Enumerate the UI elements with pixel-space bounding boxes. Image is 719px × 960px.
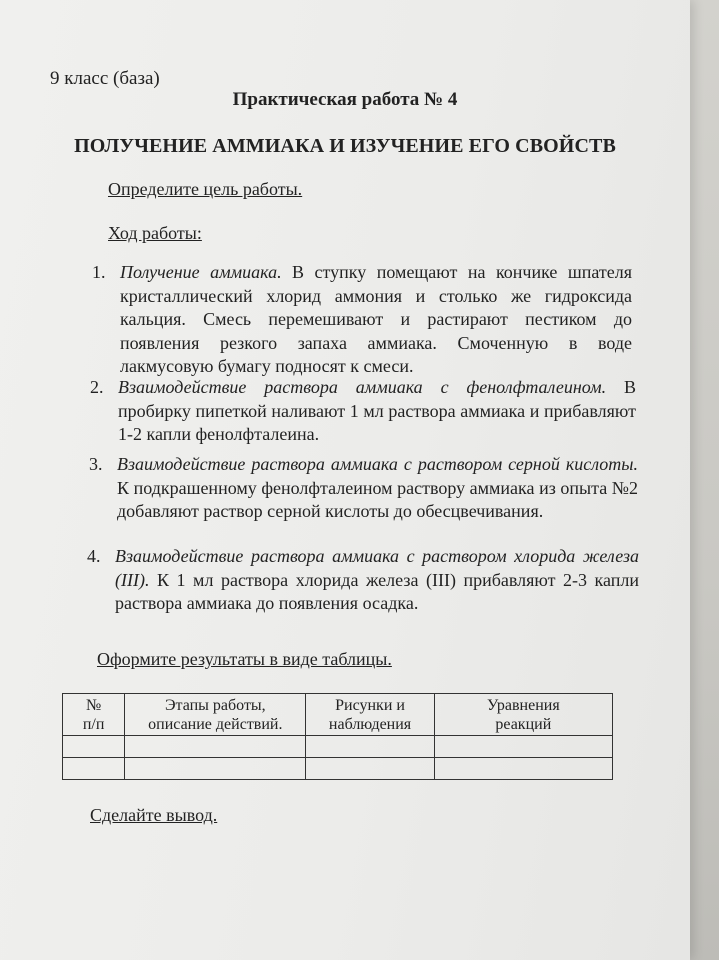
table-cell [306,736,434,758]
header-line: описание действий. [148,715,283,733]
header-number [63,694,125,736]
table-cell [63,758,125,780]
table-cell [63,736,125,758]
step-text: В пробирку пипеткой наливают 1 мл раствора аммиака и прибавляют 1-2 капли фенолфталеина. [118,377,636,444]
step-number: 3. [89,454,103,474]
header-line: Рисунки и [335,696,405,714]
header-line: п/п [82,715,105,733]
header-drawings [306,694,434,736]
header-equations [434,694,612,736]
table-header-row [63,694,613,736]
table-row [63,736,613,758]
step-text: К подкрашенному фенолфталеином раствору аммиака из опыта №2 добавляют раствор серной кислоты до обесцвечивания. [117,477,638,521]
step-item [92,261,632,379]
course-heading: Ход работы: [108,223,202,243]
header-line: реакций [495,715,552,733]
step-text: К 1 мл раствора хлорида железа (III) прибавляют 2-3 капли раствора аммиака до появления осадка. [115,569,639,613]
step-item [89,453,638,524]
step-number: 2. [90,377,104,397]
step-number: 1. [92,262,106,282]
header-line: Уравнения [486,696,560,714]
results-instruction: Оформите результаты в виде таблицы. [97,649,392,669]
header-line: № [85,696,102,714]
step-item [90,376,636,447]
header-stages [125,694,306,736]
grade-label: 9 класс (база) [50,68,160,89]
step-item [87,545,639,616]
conclusion-instruction: Сделайте вывод. [90,805,218,825]
step-text: В ступку помещают на кончике шпателя кристаллический хлорид аммония и столько же гидроксида кальция. Смесь перемешивают и растирают пестиком до появления резкого запаха аммиака. Смоченную в воде лакмусовую бумагу подносят к смеси. [120,262,632,376]
step-lead: Взаимодействие раствора аммиака с раствором серной кислоты. [117,454,638,474]
step-lead: Взаимодействие раствора аммиака с раствором хлорида железа (III). [115,546,639,590]
table-cell [434,758,612,780]
results-table [62,693,613,780]
table-cell [306,758,434,780]
table-row [63,758,613,780]
step-lead: Получение аммиака. [120,262,282,282]
table-cell [434,736,612,758]
main-title: ПОЛУЧЕНИЕ АММИАКА И ИЗУЧЕНИЕ ЕГО СВОЙСТВ [74,135,616,157]
table-cell [125,736,306,758]
work-title: Практическая работа № 4 [232,89,458,110]
goal-instruction: Определите цель работы. [108,179,303,199]
header-line: наблюдения [328,715,412,733]
header-line: Этапы работы, [164,696,266,714]
step-number: 4. [87,546,101,566]
step-lead: Взаимодействие раствора аммиака с фенолфталеином. [118,377,607,397]
table-cell [125,758,306,780]
